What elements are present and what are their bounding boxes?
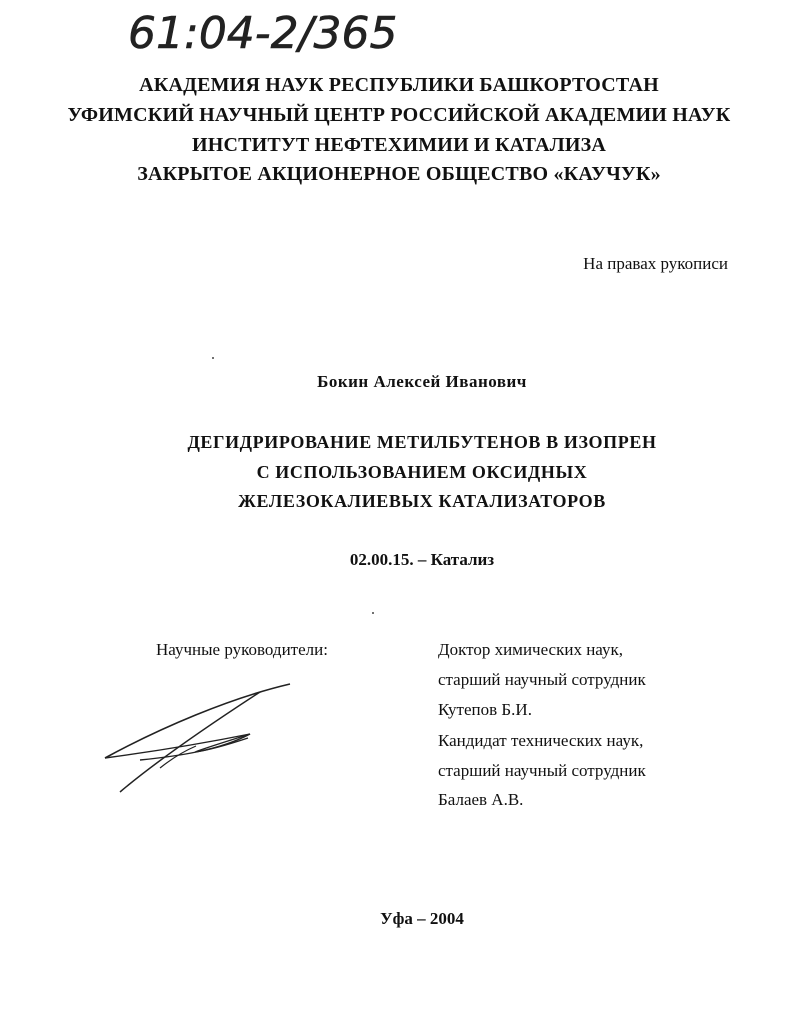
supervisor-line: старший научный сотрудник xyxy=(438,670,646,689)
supervisor-line: Доктор химических наук, xyxy=(438,640,623,659)
city-year: Уфа – 2004 xyxy=(380,909,464,928)
scan-speck xyxy=(372,612,374,614)
dissertation-title-line: ДЕГИДРИРОВАНИЕ МЕТИЛБУТЕНОВ В ИЗОПРЕН xyxy=(187,432,657,452)
org-line-institute: ИНСТИТУТ НЕФТЕХИМИИ И КАТАЛИЗА xyxy=(191,134,607,156)
svg-text:61:04-2/365: 61:04-2/365 xyxy=(128,8,398,59)
handwritten-archive-code xyxy=(120,2,480,62)
signature-scribble xyxy=(100,678,300,798)
dissertation-title-line: ЖЕЛЕЗОКАЛИЕВЫХ КАТАЛИЗАТОРОВ xyxy=(238,491,606,511)
supervisors-label: Научные руководители: xyxy=(156,640,328,659)
author-name: Бокин Алексей Иванович xyxy=(317,372,527,391)
manuscript-note: На правах рукописи xyxy=(583,254,728,273)
supervisor-line: Балаев А.В. xyxy=(438,790,524,809)
specialty-code: 02.00.15. – Катализ xyxy=(349,550,495,569)
supervisor-line: старший научный сотрудник xyxy=(438,761,646,780)
org-line-science-center: УФИМСКИЙ НАУЧНЫЙ ЦЕНТР РОССИЙСКОЙ АКАДЕМИИ НАУК xyxy=(67,104,731,126)
org-line-company: ЗАКРЫТОЕ АКЦИОНЕРНОЕ ОБЩЕСТВО «КАУЧУК» xyxy=(137,163,661,185)
scan-speck xyxy=(212,357,214,359)
dissertation-title-line: С ИСПОЛЬЗОВАНИЕМ ОКСИДНЫХ xyxy=(256,462,588,482)
org-line-academy: АКАДЕМИЯ НАУК РЕСПУБЛИКИ БАШКОРТОСТАН xyxy=(139,74,659,96)
supervisor-line: Кутепов Б.И. xyxy=(438,700,532,719)
supervisor-line: Кандидат технических наук, xyxy=(438,731,644,750)
